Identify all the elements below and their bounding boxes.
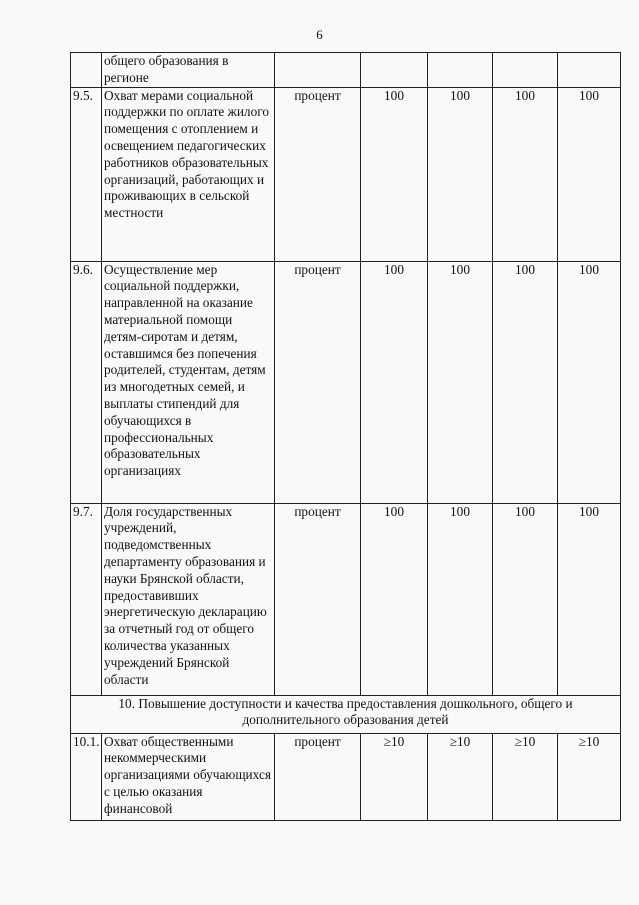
value-cell: 100: [493, 503, 558, 695]
indicator-name: Охват общественными некоммерческими организациями обучающихся с целью оказания финансовой: [102, 733, 275, 820]
value-cell: [493, 53, 558, 88]
indicator-name: Осуществление мер социальной поддержки, направленной на оказание материальной помощи детям-сиротам и детям, оставшимся без попечения родителей, студентам, детям из многодетных семей, и выплаты стипендий для обучающихся в профессиональных образовательных организациях: [102, 261, 275, 503]
table-row: [71, 261, 621, 503]
row-number: [71, 53, 102, 88]
indicator-name: общего образования в регионе: [102, 53, 275, 88]
table-row: [71, 503, 621, 695]
value-cell: [558, 53, 621, 88]
table-row: [71, 733, 621, 820]
indicator-name: Доля государственных учреждений, подведомственных департаменту образования и науки Брянской области, предоставивших энергетическую декларацию за отчетный год от общего количества указанных учреждений Брянской области: [102, 503, 275, 695]
page-number: 6: [316, 27, 323, 42]
unit-cell: процент: [275, 261, 361, 503]
indicators-table: [70, 52, 621, 821]
value-cell: ≥10: [493, 733, 558, 820]
value-cell: [428, 53, 493, 88]
row-number: 9.6.: [71, 261, 102, 503]
row-number: 9.7.: [71, 503, 102, 695]
value-cell: 100: [493, 261, 558, 503]
value-cell: 100: [361, 87, 428, 261]
value-cell: ≥10: [558, 733, 621, 820]
value-cell: 100: [558, 261, 621, 503]
indicator-name: Охват мерами социальной поддержки по оплате жилого помещения с отоплением и освещением педагогических работников образовательных организаций, работающих и проживающих в сельской местности: [102, 87, 275, 261]
table-row: [71, 53, 621, 88]
section-header-row: [71, 695, 621, 733]
row-number: 9.5.: [71, 87, 102, 261]
row-number: 10.1.: [71, 733, 102, 820]
value-cell: 100: [428, 87, 493, 261]
value-cell: ≥10: [428, 733, 493, 820]
value-cell: 100: [361, 503, 428, 695]
value-cell: ≥10: [361, 733, 428, 820]
unit-cell: процент: [275, 733, 361, 820]
value-cell: 100: [558, 503, 621, 695]
unit-cell: процент: [275, 503, 361, 695]
unit-cell: процент: [275, 87, 361, 261]
value-cell: 100: [428, 261, 493, 503]
value-cell: 100: [361, 261, 428, 503]
value-cell: 100: [558, 87, 621, 261]
value-cell: 100: [428, 503, 493, 695]
table-row: [71, 87, 621, 261]
unit-cell: [275, 53, 361, 88]
value-cell: 100: [493, 87, 558, 261]
value-cell: [361, 53, 428, 88]
section-title: 10. Повышение доступности и качества предоставления дошкольного, общего и дополнительного образования детей: [71, 695, 621, 733]
